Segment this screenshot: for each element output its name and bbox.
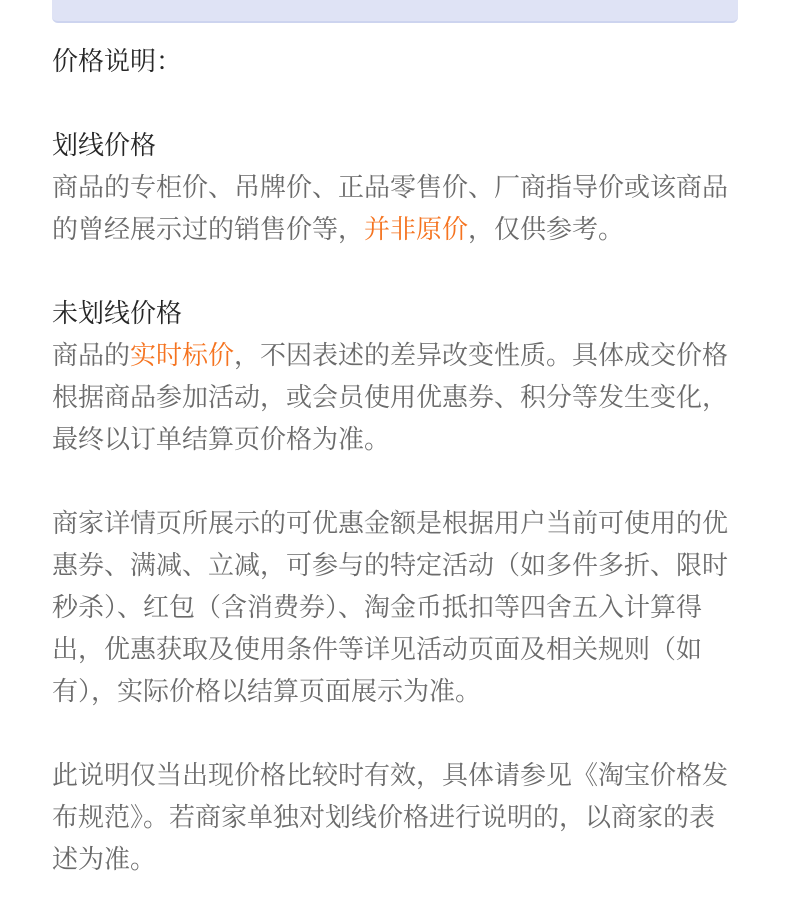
- paragraph-line: 布规范》。若商家单独对划线价格进行说明的，以商家的表: [52, 803, 716, 833]
- text-segment: 的曾经展示过的销售价等，: [52, 215, 365, 245]
- paragraph-line: [52, 335, 752, 377]
- title-block: [52, 41, 752, 83]
- text-segment: 商品的专柜价、吊牌价、正品零售价、厂商指导价或该商品: [52, 173, 729, 203]
- note-validity: [52, 755, 752, 881]
- text-segment: 根据商品参加活动，或会员使用优惠券、积分等发生变化，: [52, 383, 729, 413]
- note-discount-amount: [52, 503, 752, 713]
- section-heading: 未划线价格: [52, 299, 183, 329]
- paragraph-line: 有），实际价格以结算页面展示为准。: [52, 677, 482, 707]
- text-segment: 商品的: [52, 341, 131, 371]
- section-heading: 划线价格: [52, 131, 157, 161]
- paragraph-line: [52, 167, 752, 209]
- paragraph-line: [52, 419, 752, 461]
- section-non-strikethrough-price: [52, 293, 752, 461]
- highlighted-text: 实时标价: [130, 341, 235, 371]
- paragraph-line: 此说明仅当出现价格比较时有效，具体请参见《淘宝价格发: [52, 761, 729, 791]
- paragraph-line: [52, 209, 752, 251]
- paragraph-line: 述为准。: [52, 845, 157, 875]
- price-explanation: [52, 41, 752, 881]
- paragraph-line: 出，优惠获取及使用条件等详见活动页面及相关规则（如: [52, 635, 703, 665]
- paragraph-line: [52, 377, 752, 419]
- paragraph-line: 惠券、满减、立减，可参与的特定活动（如多件多折、限时: [52, 551, 729, 581]
- text-segment: ，不因表述的差异改变性质。具体成交价格: [234, 341, 729, 371]
- text-segment: 最终以订单结算页价格为准。: [52, 425, 391, 455]
- paragraph-line: 商家详情页所展示的可优惠金额是根据用户当前可使用的优: [52, 509, 729, 539]
- section-strikethrough-price: [52, 125, 752, 251]
- text-segment: ，仅供参考。: [468, 215, 625, 245]
- page-title: 价格说明：: [52, 47, 183, 77]
- highlighted-text: 并非原价: [364, 215, 469, 245]
- top-bar: [52, 0, 738, 23]
- paragraph-line: 秒杀）、红包（含消费券）、淘金币抵扣等四舍五入计算得: [52, 593, 703, 623]
